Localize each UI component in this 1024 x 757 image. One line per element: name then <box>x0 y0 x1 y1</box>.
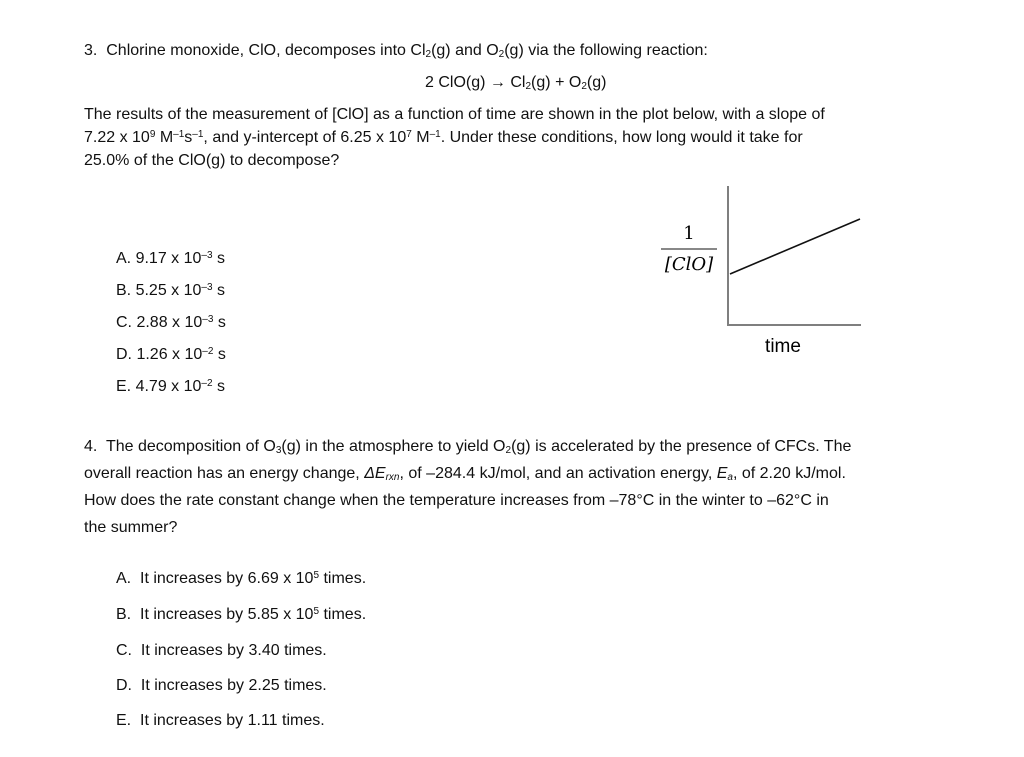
q3-plot <box>655 182 870 362</box>
linear-trend-line <box>730 219 860 274</box>
q3-option-b[interactable]: B. 5.25 x $10^{-3}$ s <box>116 282 225 299</box>
q3-number: 3. <box>84 42 98 59</box>
plot-x-label: time <box>765 336 801 357</box>
q3-reaction: 2 $ClO(g) \to Cl_2(g) + O_2(g)$ <box>425 74 607 92</box>
arrow-icon: → <box>489 74 506 91</box>
q3-option-c[interactable]: C. 2.88 x $10^{-3}$ s <box>116 314 226 331</box>
q4-option-b[interactable]: B. It increases by 5.85 x $10^5$ times. <box>116 606 367 623</box>
q3-body-line-2: 7.22 x $10^9$ $M^{-1}s^{-1}$, and y-intercept of 6.25 x $10^7$ $M^{-1}$. Under these conditions, how long would it take for <box>84 129 803 146</box>
q4-option-a[interactable]: A. It increases by 6.69 x $10^5$ times. <box>116 570 367 587</box>
q4-line-2: overall reaction has an energy change, $\Delta E_{rxn}$, of –284.4 kJ/mol, and an activation energy, $E_a$, of 2.20 kJ/mol. <box>84 465 846 483</box>
plot-y-denominator: [ClO] <box>664 254 714 275</box>
q4-option-c[interactable]: C. It increases by 3.40 times. <box>116 642 327 659</box>
q3-option-d[interactable]: D. 1.26 x $10^{-2}$ s <box>116 346 226 363</box>
q4-option-e[interactable]: E. It increases by 1.11 times. <box>116 712 325 729</box>
q4-line-4: the summer? <box>84 519 178 536</box>
q3-option-a[interactable]: A. 9.17 x $10^{-3}$ s <box>116 250 225 267</box>
q3-stem: 3. Chlorine monoxide, ClO, decomposes into $Cl_2(g)$ and $O_2(g)$ via the following reaction: <box>84 42 708 60</box>
q4-number: 4. <box>84 438 98 455</box>
q3-option-e[interactable]: E. 4.79 x $10^{-2}$ s <box>116 378 225 395</box>
q3-body-line-1: The results of the measurement of [ClO] as a function of time are shown in the plot below, with a slope of <box>84 106 825 123</box>
q4-line-1: 4. The decomposition of $O_3(g)$ in the atmosphere to yield $O_2(g)$ is accelerated by the presence of CFCs. The <box>84 438 852 456</box>
q4-line-3: How does the rate constant change when the temperature increases from –78°C in the winter to –62°C in <box>84 492 829 509</box>
plot-y-numerator: 1 <box>683 223 695 244</box>
q3-body-line-3: 25.0% of the ClO(g) to decompose? <box>84 152 340 169</box>
q4-option-d[interactable]: D. It increases by 2.25 times. <box>116 677 327 694</box>
